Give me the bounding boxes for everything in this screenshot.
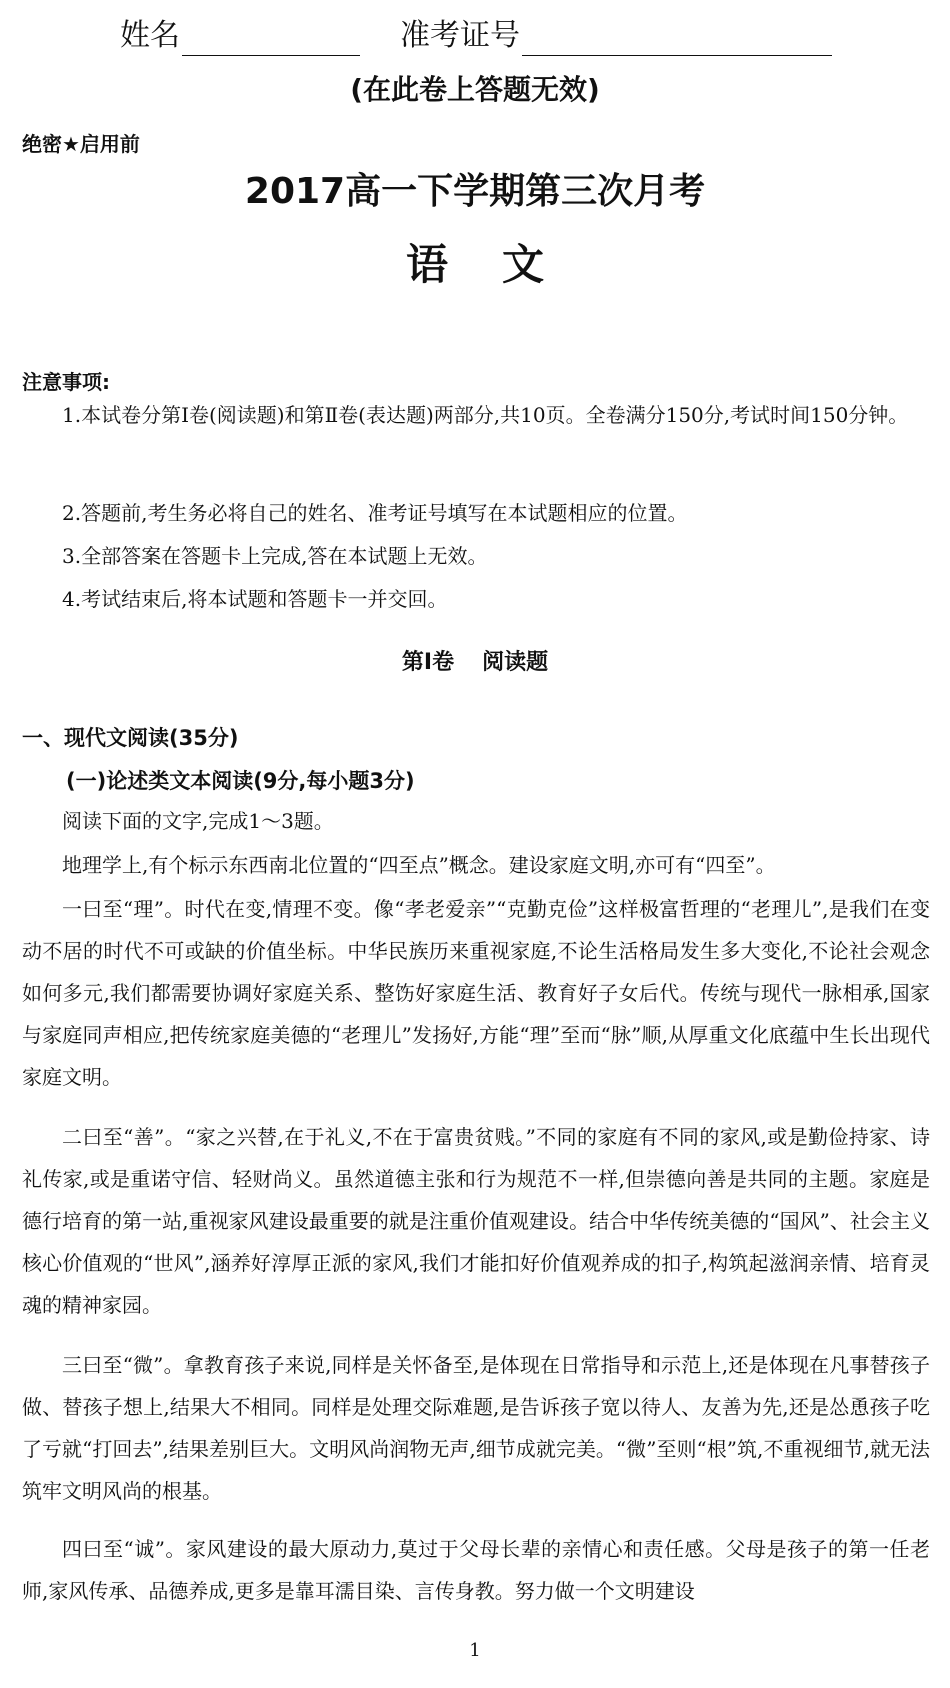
- attention-item: 4.考试结束后,将本试题和答题卡一并交回。: [62, 587, 448, 611]
- page-number: 1: [469, 1640, 481, 1661]
- exam-title: 2017高一下学期第三次月考: [244, 171, 706, 212]
- passage-paragraph: 地理学上,有个标示东西南北位置的“四至点”概念。建设家庭文明,亦可有“四至”。: [62, 853, 776, 877]
- subject-title: 语文: [405, 240, 598, 289]
- volume-heading: [0, 645, 950, 676]
- exam-number-label: 准考证号: [400, 18, 520, 53]
- attention-item: 2.答题前,考生务必将自己的姓名、准考证号填写在本试题相应的位置。: [62, 501, 688, 525]
- exam-number-blank-line: [522, 25, 832, 56]
- passage-paragraph: 一曰至“理”。时代在变,情理不变。像“孝老爱亲”“克勤克俭”这样极富哲理的“老理儿”,是我们在变动不居的时代不可或缺的价值坐标。中华民族历来重视家庭,不论生活格局发生多大变化,不论社会观念如何多元,我们都需要协调好家庭关系、整饬好家庭生活、教育好子女后代。传统与现代一脉相承,国家与家庭同声相应,把传统家庭美德的“老理儿”发扬好,方能“理”至而“脉”顺,从厚重文化底蕴中生长出现代家庭文明。: [22, 897, 930, 1089]
- volume-part: 第Ⅰ卷: [401, 650, 455, 675]
- volume-name: 阅读题: [482, 650, 549, 675]
- passage-paragraph: 二曰至“善”。“家之兴替,在于礼义,不在于富贵贫贱。”不同的家庭有不同的家风,或是勤俭持家、诗礼传家,或是重诺守信、轻财尚义。虽然道德主张和行为规范不一样,但崇德向善是共同的主题。家庭是德行培育的第一站,重视家风建设最重要的就是注重价值观建设。结合中华传统美德的“国风”、社会主义核心价值观的“世风”,涵养好淳厚正派的家风,我们才能扣好价值观养成的扣子,构筑起滋润亲情、培育灵魂的精神家园。: [22, 1125, 930, 1317]
- secret-label: 绝密★启用前: [22, 132, 140, 156]
- candidate-info-row: [120, 16, 840, 60]
- invalid-answer-notice: (在此卷上答题无效): [350, 73, 600, 106]
- passage-paragraph: 四曰至“诚”。家风建设的最大原动力,莫过于父母长辈的亲情心和责任感。父母是孩子的第一任老师,家风传承、品德养成,更多是靠耳濡目染、言传身教。努力做一个文明建设: [22, 1537, 930, 1603]
- reading-instruction: 阅读下面的文字,完成1～3题。: [62, 809, 334, 833]
- attention-item: 1.本试卷分第Ⅰ卷(阅读题)和第Ⅱ卷(表达题)两部分,共10页。全卷满分150分,考试时间150分钟。: [62, 403, 909, 427]
- name-field: [120, 16, 360, 56]
- passage-paragraph: 三曰至“微”。拿教育孩子来说,同样是关怀备至,是体现在日常指导和示范上,还是体现在凡事替孩子做、替孩子想上,结果大不相同。同样是处理交际难题,是告诉孩子宽以待人、友善为先,还是怂恿孩子吃了亏就“打回去”,结果差别巨大。文明风尚润物无声,细节成就完美。“微”至则“根”筑,不重视细节,就无法筑牢文明风尚的根基。: [22, 1353, 930, 1503]
- attention-heading: 注意事项:: [22, 370, 110, 394]
- exam-number-field: [400, 16, 832, 56]
- subsection-heading: (一)论述类文本阅读(9分,每小题3分): [66, 769, 415, 793]
- name-blank-line: [182, 25, 360, 56]
- attention-item: 3.全部答案在答题卡上完成,答在本试题上无效。: [62, 544, 488, 568]
- name-label: 姓名: [120, 18, 180, 53]
- section-heading: 一、现代文阅读(35分): [22, 726, 239, 750]
